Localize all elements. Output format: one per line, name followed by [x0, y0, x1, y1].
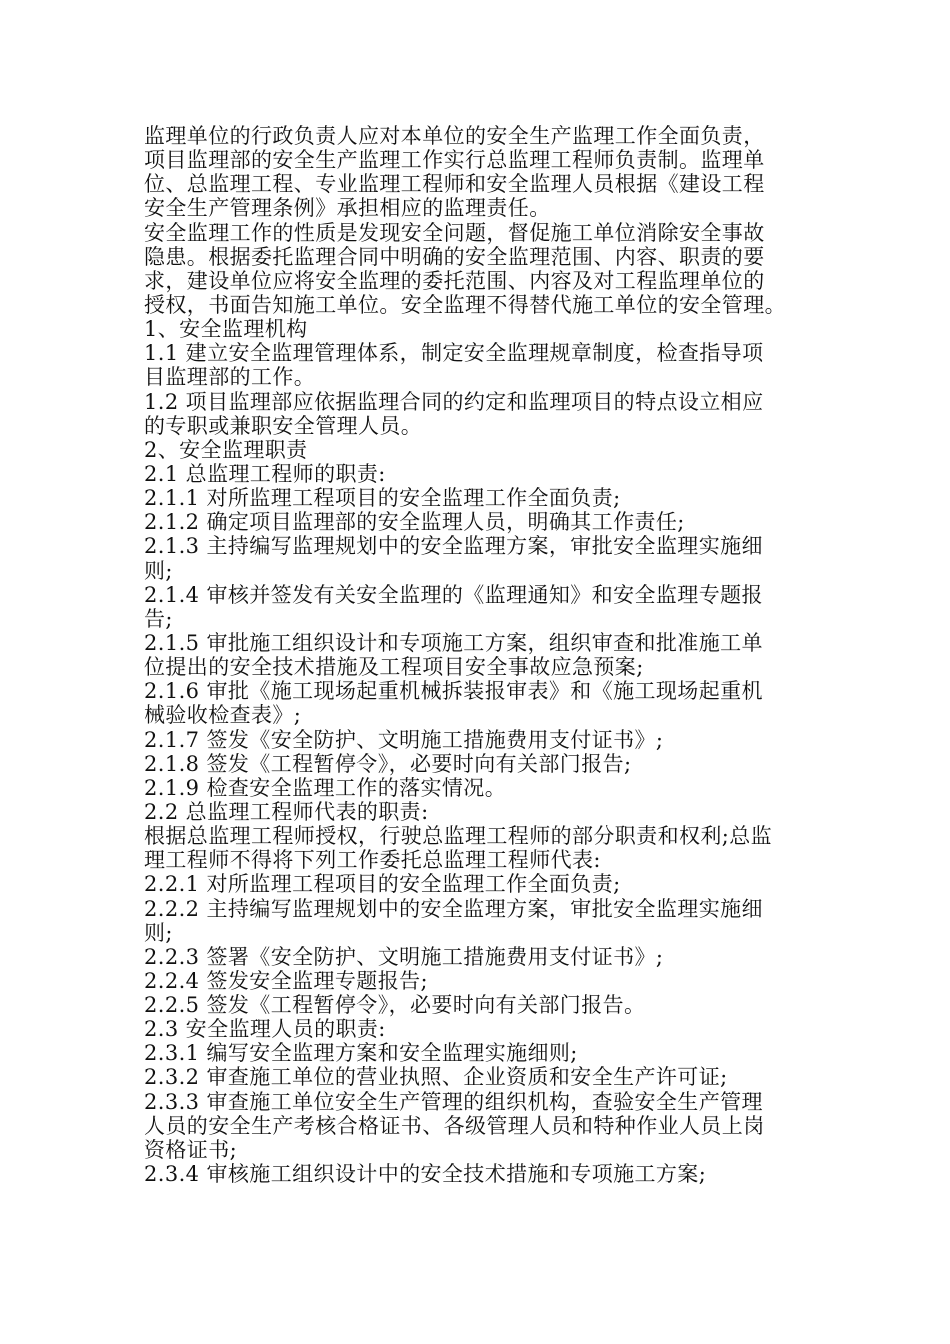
text-line: 监理单位的行政负责人应对本单位的安全生产监理工作全面负责，	[144, 124, 765, 148]
text-line: 2.1.6 审批《施工现场起重机械拆装报审表》和《施工现场起重机	[144, 679, 763, 704]
text-line: 1.1 建立安全监理管理体系，制定安全监理规章制度，检查指导项	[144, 341, 764, 366]
text-line: 2.1.9 检查安全监理工作的落实情况。	[144, 775, 507, 800]
text-line: 2.1.5 审批施工组织设计和专项施工方案，组织审查和批准施工单	[144, 630, 763, 655]
text-line: 授权，书面告知施工单位。安全监理不得替代施工单位的安全管理。	[144, 292, 786, 317]
section-heading: 1、安全监理机构	[144, 317, 308, 342]
text-line: 人员的安全生产考核合格证书、各级管理人员和特种作业人员上岗	[144, 1113, 765, 1138]
subsection-heading: 2.3 安全监理人员的职责:	[144, 1017, 386, 1042]
text-line: 2.2.2 主持编写监理规划中的安全监理方案，审批安全监理实施细	[144, 896, 763, 921]
text-line: 2.3.1 编写安全监理方案和安全监理实施细则;	[144, 1041, 578, 1066]
text-line: 安全生产管理条例》承担相应的监理责任。	[144, 196, 551, 221]
text-line: 2.2.5 签发《工程暂停令》，必要时向有关部门报告。	[144, 993, 646, 1018]
text-line: 求，建设单位应将安全监理的委托范围、内容及对工程监理单位的	[144, 268, 765, 293]
text-line: 2.2.4 签发安全监理专题报告;	[144, 968, 428, 993]
text-line: 2.2.3 签署《安全防护、文明施工措施费用支付证书》;	[144, 944, 664, 969]
text-line: 2.1.8 签发《工程暂停令》，必要时向有关部门报告;	[144, 751, 632, 776]
text-line: 2.3.2 审查施工单位的营业执照、企业资质和安全生产许可证;	[144, 1065, 728, 1090]
text-line: 2.2.1 对所监理工程项目的安全监理工作全面负责;	[144, 872, 621, 897]
text-line: 2.1.1 对所监理工程项目的安全监理工作全面负责;	[144, 486, 621, 511]
text-line: 项目监理部的安全生产监理工作实行总监理工程师负责制。监理单	[144, 148, 765, 173]
subsection-heading: 2.1 总监理工程师的职责:	[144, 461, 386, 486]
text-line: 位提出的安全技术措施及工程项目安全事故应急预案;	[144, 655, 644, 680]
text-line: 2.3.3 审查施工单位安全生产管理的组织机构，查验安全生产管理	[144, 1089, 763, 1114]
section-heading: 2、安全监理职责	[144, 437, 308, 462]
text-line: 的专职或兼职安全管理人员。	[144, 413, 423, 438]
text-line: 根据总监理工程师授权，行驶总监理工程师的部分职责和权利;总监	[144, 824, 773, 849]
text-line: 2.1.2 确定项目监理部的安全监理人员，明确其工作责任;	[144, 510, 685, 535]
subsection-heading: 2.2 总监理工程师代表的职责:	[144, 799, 429, 824]
text-line: 则;	[144, 558, 173, 583]
text-line: 目监理部的工作。	[144, 365, 316, 390]
text-line: 资格证书;	[144, 1137, 238, 1162]
text-line: 位、总监理工程、专业监理工程师和安全监理人员根据《建设工程	[144, 172, 765, 197]
document-body	[144, 124, 808, 1186]
text-line: 2.1.7 签发《安全防护、文明施工措施费用支付证书》;	[144, 727, 664, 752]
text-line: 则;	[144, 920, 173, 945]
text-line: 械验收检查表》;	[144, 703, 302, 728]
text-line: 告;	[144, 606, 173, 631]
text-line: 2.1.3 主持编写监理规划中的安全监理方案，审批安全监理实施细	[144, 534, 763, 559]
text-line: 隐患。根据委托监理合同中明确的安全监理范围、内容、职责的要	[144, 244, 765, 269]
text-line: 2.3.4 审核施工组织设计中的安全技术措施和专项施工方案;	[144, 1162, 707, 1187]
text-line: 2.1.4 审核并签发有关安全监理的《监理通知》和安全监理专题报	[144, 582, 763, 607]
text-line: 安全监理工作的性质是发现安全问题，督促施工单位消除安全事故	[144, 220, 765, 245]
text-line: 1.2 项目监理部应依据监理合同的约定和监理项目的特点设立相应	[144, 389, 764, 414]
text-line: 理工程师不得将下列工作委托总监理工程师代表:	[144, 848, 601, 873]
